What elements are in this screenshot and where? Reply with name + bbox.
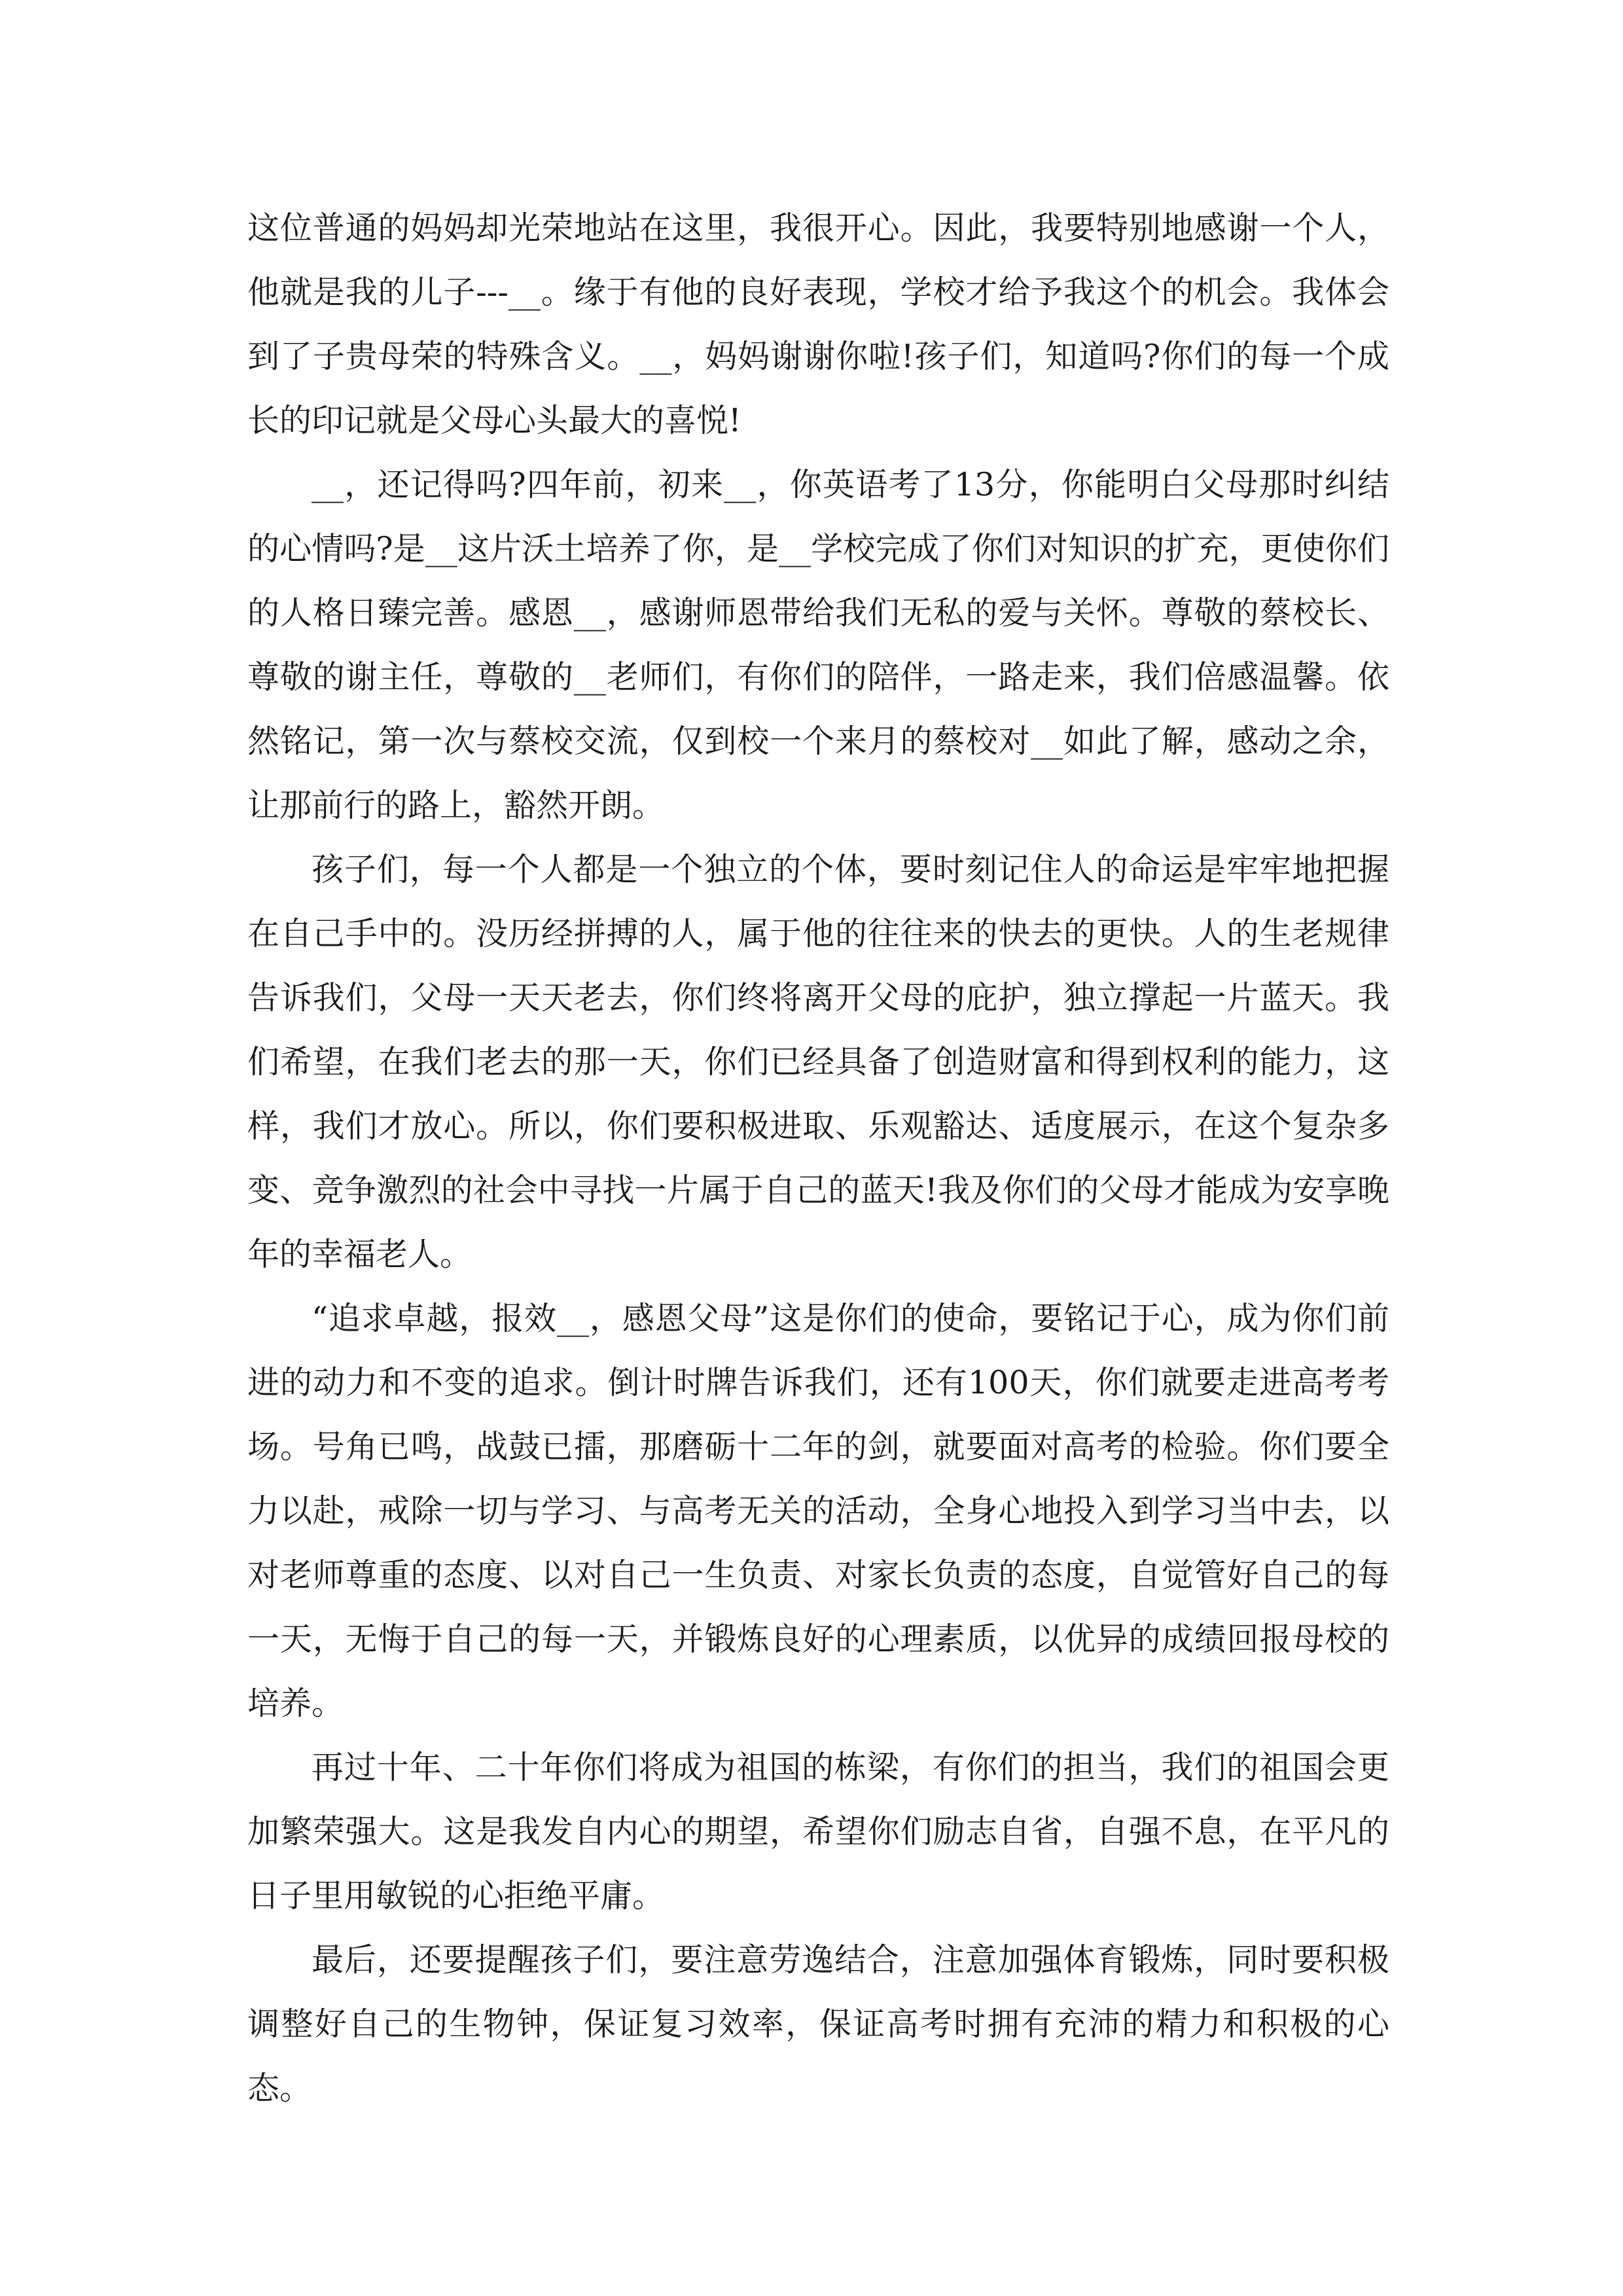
paragraph-2: __，还记得吗?四年前，初来__，你英语考了13分，你能明白父母那时纠结的心情吗?是__这片沃土培养了你，是__学校完成了你们对知识的扩充，更使你们的人格日臻完善。感恩__，感谢师恩带给我们无私的爱与关怀。尊敬的蔡校长、尊敬的谢主任，尊敬的__老师们，有你们的陪伴，一路走来，我们倍感温馨。依然铭记，第一次与蔡校交流，仅到校一个来月的蔡校对__如此了解，感动之余，让那前行的路上，豁然开朗。 (247, 466, 1389, 824)
paragraph-3: 孩子们，每一个人都是一个独立的个体，要时刻记住人的命运是牢牢地把握在自己手中的。没历经拼搏的人，属于他的往往来的快去的更快。人的生老规律告诉我们，父母一天天老去，你们终将离开父母的庇护，独立撑起一片蓝天。我们希望，在我们老去的那一天，你们已经具备了创造财富和得到权利的能力，这样，我们才放心。所以，你们要积极进取、乐观豁达、适度展示，在这个复杂多变、竞争激烈的社会中寻找一片属于自己的蓝天!我及你们的父母才能成为安享晚年的幸福老人。 (247, 851, 1389, 1273)
document-body (247, 196, 1389, 2121)
paragraph-6: 最后，还要提醒孩子们，要注意劳逸结合，注意加强体育锻炼，同时要积极调整好自己的生物钟，保证复习效率，保证高考时拥有充沛的精力和积极的心态。 (247, 1941, 1389, 2107)
paragraph-4: “追求卓越，报效__，感恩父母”这是你们的使命，要铭记于心，成为你们前进的动力和不变的追求。倒计时牌告诉我们，还有100天，你们就要走进高考考场。号角已鸣，战鼓已擂，那磨砺十二年的剑，就要面对高考的检验。你们要全力以赴，戒除一切与学习、与高考无关的活动，全身心地投入到学习当中去，以对老师尊重的态度、以对自己一生负责、对家长负责的态度，自觉管好自己的每一天，无悔于自己的每一天，并锻炼良好的心理素质，以优异的成绩回报母校的培养。 (247, 1300, 1389, 1722)
paragraph-5: 再过十年、二十年你们将成为祖国的栋梁，有你们的担当，我们的祖国会更加繁荣强大。这是我发自内心的期望，希望你们励志自省，自强不息，在平凡的日子里用敏锐的心拒绝平庸。 (247, 1749, 1389, 1914)
paragraph-1: 这位普通的妈妈却光荣地站在这里，我很开心。因此，我要特别地感谢一个人，他就是我的儿子---__。缘于有他的良好表现，学校才给予我这个的机会。我体会到了子贵母荣的特殊含义。__，妈妈谢谢你啦!孩子们，知道吗?你们的每一个成长的印记就是父母心头最大的喜悦! (247, 209, 1389, 439)
